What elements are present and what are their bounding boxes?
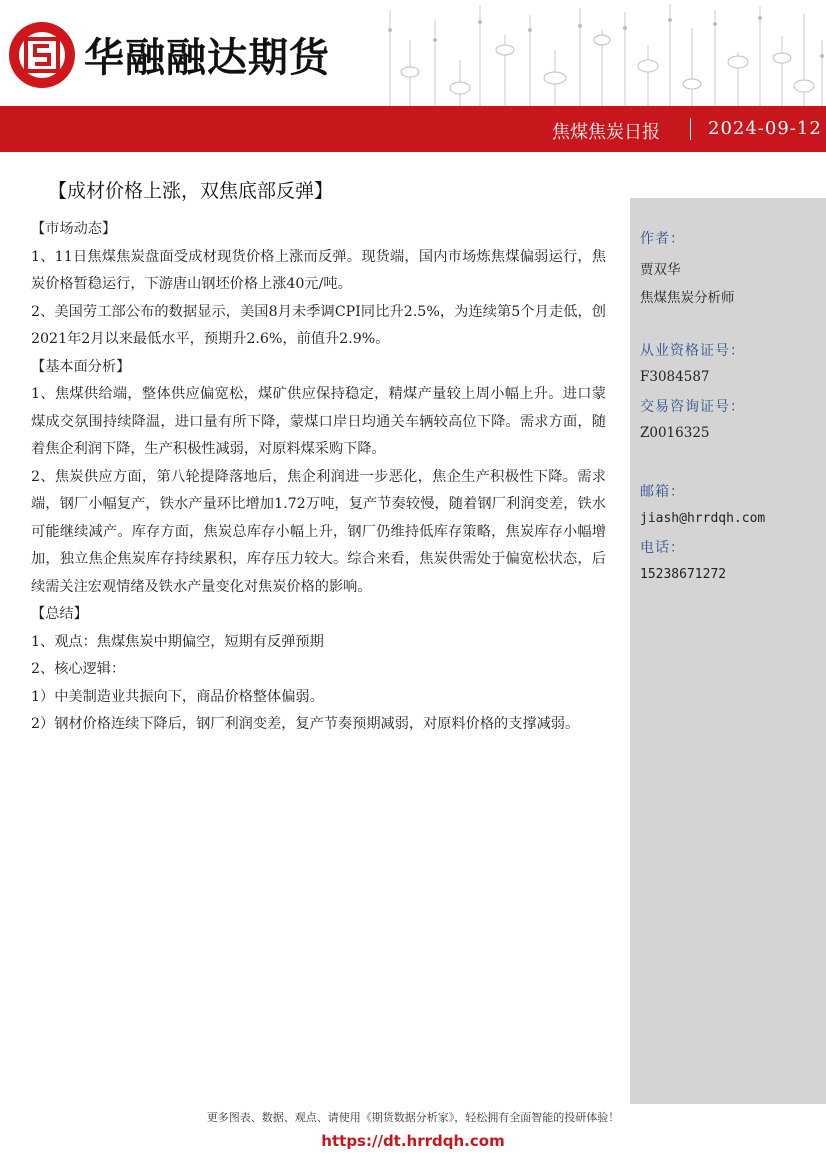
paragraph: 1、11日焦煤焦炭盘面受成材现货价格上涨而反弹。现货端，国内市场炼焦煤偏弱运行，焦炭价格暂稳运行，下游唐山钢坯价格上涨40元/吨。	[31, 248, 606, 292]
article-headline: 【成材价格上涨，双焦底部反弹】	[48, 180, 334, 202]
company-name: 华融融达期货	[84, 35, 330, 81]
paragraph: 2）钢材价格连续下降后，钢厂利润变差，复产节奏预期减弱，对原料价格的支撑减弱。	[31, 716, 580, 732]
qualification-number: F3084587	[640, 369, 710, 385]
email-address[interactable]: jiash@hrrdqh.com	[640, 511, 766, 526]
section-market	[31, 216, 606, 354]
paragraph: 1、观点：焦煤焦炭中期偏空，短期有反弹预期	[31, 633, 324, 650]
author-sidebar	[630, 198, 826, 1104]
paragraph: 1）中美制造业共振向下，商品价格整体偏弱。	[31, 688, 324, 705]
report-title: 焦煤焦炭日报	[552, 122, 660, 143]
section-heading: 【基本面分析】	[31, 358, 131, 375]
report-date: 2024-09-12	[708, 118, 822, 139]
section-heading: 【市场动态】	[31, 221, 117, 237]
report-header	[0, 0, 826, 152]
paragraph: 2、核心逻辑：	[31, 661, 126, 677]
author-name: 贾双华	[640, 262, 681, 278]
decorative-network-graphic	[380, 0, 826, 106]
company-logo	[9, 22, 75, 88]
paragraph: 2、美国劳工部公布的数据显示，美国8月未季调CPI同比升2.5%，为连续第5个月走低，创2021年2月以来最低水平，预期升2.6%，前值升2.9%。	[31, 303, 606, 347]
logo-s-icon	[19, 32, 65, 78]
author-label: 作者：	[640, 231, 685, 247]
section-summary	[31, 601, 606, 739]
phone-number: 15238671272	[640, 567, 727, 582]
qualification-label: 从业资格证号：	[640, 343, 745, 359]
author-title: 焦煤焦炭分析师	[640, 290, 735, 306]
consult-number: Z0016325	[640, 425, 710, 441]
phone-label: 电话：	[640, 540, 685, 556]
title-divider	[690, 118, 691, 140]
email-label: 邮箱：	[640, 484, 685, 500]
consult-label: 交易咨询证号：	[640, 399, 745, 415]
section-fundamentals	[31, 354, 606, 602]
paragraph: 2、焦炭供应方面，第八轮提降落地后，焦企利润进一步恶化，焦企生产积极性下降。需求端，钢厂小幅复产，铁水产量环比增加1.72万吨，复产节奏较慢，随着钢厂利润变差，铁水可能继续减产。库存方面，焦炭总库存小幅上升，钢厂仍维持低库存策略，焦炭库存小幅增加，独立焦企焦炭库存持续累积，库存压力较大。综合来看，焦炭供需处于偏宽松状态，后续需关注宏观情绪及铁水产量变化对焦炭价格的影响。	[31, 468, 606, 595]
article-body	[31, 216, 606, 739]
footer-link[interactable]: https://dt.hrrdqh.com	[321, 1132, 505, 1150]
paragraph: 1、焦煤供给端，整体供应偏宽松，煤矿供应保持稳定，精煤产量较上周小幅上升。进口蒙煤成交氛围持续降温，进口量有所下降，蒙煤口岸日均通关车辆较高位下降。需求方面，随着焦企利润下降，生产积极性减弱，对原料煤采购下降。	[31, 386, 606, 457]
footer-note: 更多图表、数据、观点、请使用《期货数据分析家》，轻松拥有全面智能的投研体验！	[206, 1111, 620, 1124]
section-heading: 【总结】	[31, 606, 88, 622]
title-band	[0, 106, 826, 152]
